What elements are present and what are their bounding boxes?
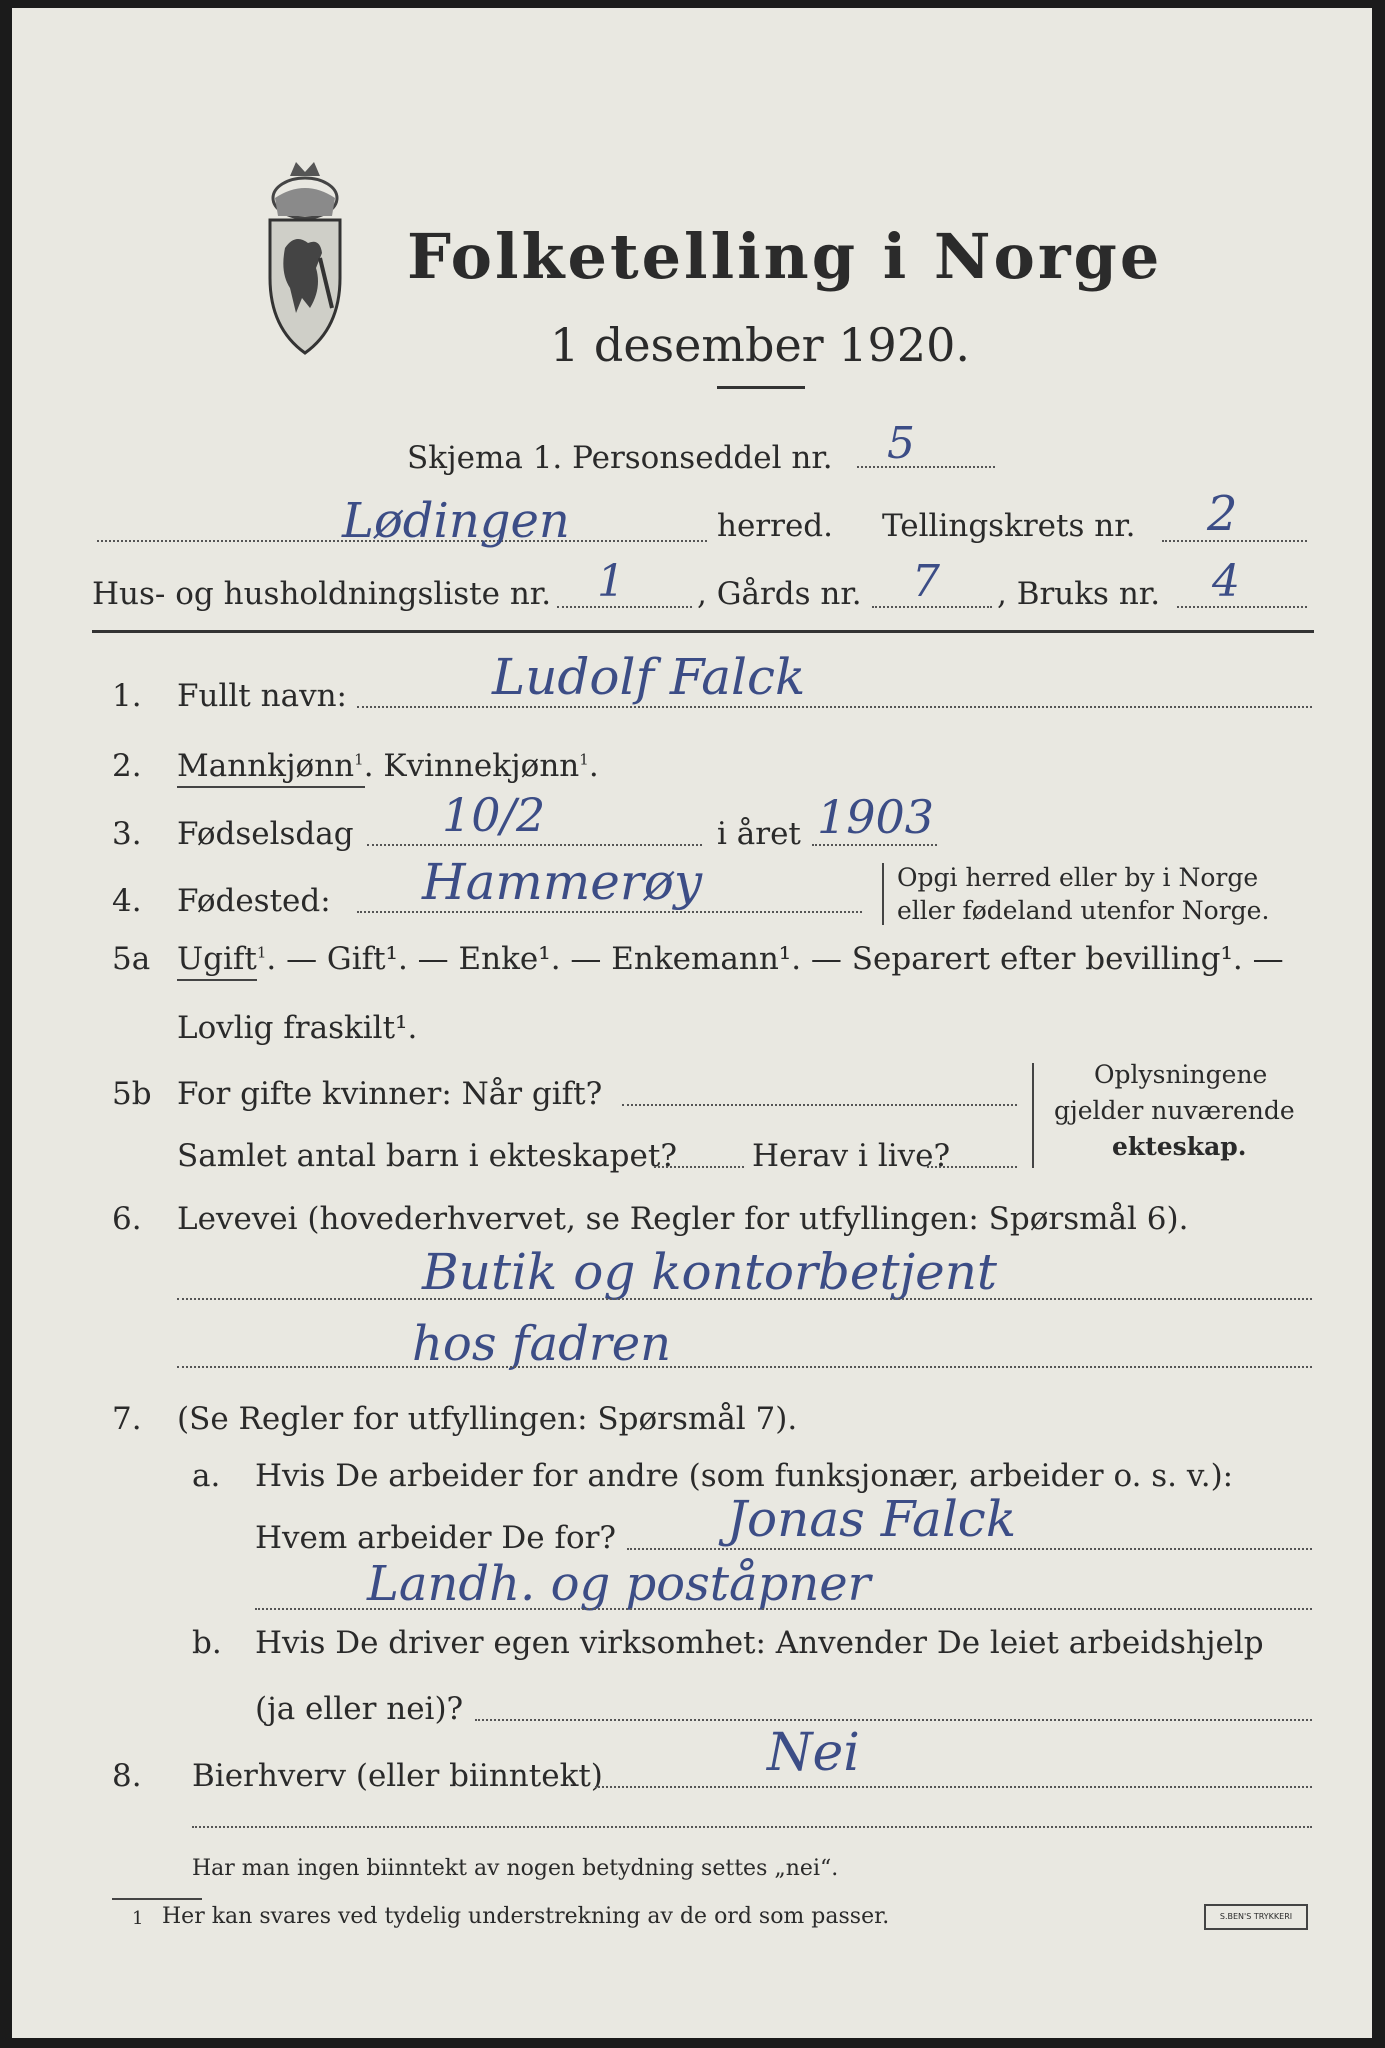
q3-year-label: i året xyxy=(717,816,801,852)
q7b-letter: b. xyxy=(192,1625,222,1661)
footnote-number: 1 xyxy=(132,1908,144,1929)
hus-label: Hus- og husholdningsliste nr. xyxy=(92,576,552,612)
q7b-line xyxy=(475,1719,1312,1721)
herred-label: herred. xyxy=(717,508,833,544)
form-title: Folketelling i Norge xyxy=(407,220,1163,293)
q5b-alive-line xyxy=(927,1166,1017,1168)
q4-note-line1: Opgi herred eller by i Norge xyxy=(897,863,1259,892)
q6-value-line1: Butik og kontorbetjent xyxy=(422,1243,997,1301)
q5b-line1: For gifte kvinner: Når gift? xyxy=(177,1076,603,1112)
title-divider xyxy=(717,386,805,389)
q8-number: 8. xyxy=(112,1758,142,1794)
q6-number: 6. xyxy=(112,1201,142,1237)
header-rule xyxy=(92,630,1314,633)
q7a-label: Hvis De arbeider for andre (som funksjonær, arbeider o. s. v.): xyxy=(255,1458,1234,1494)
q2-male: Mannkjønn xyxy=(177,748,355,784)
q7-number: 7. xyxy=(112,1401,142,1437)
q5b-line2b: Herav i live? xyxy=(752,1138,951,1174)
q3-year-line xyxy=(812,844,937,846)
q7a-line2: Hvem arbeider De for? xyxy=(255,1520,617,1556)
bruks-label: , Bruks nr. xyxy=(997,576,1161,612)
q2-number: 2. xyxy=(112,748,142,784)
q8-label: Bierhverv (eller biinntekt) xyxy=(192,1758,603,1794)
q5a-ugift: Ugift xyxy=(177,941,257,977)
herred-value: Lødingen xyxy=(342,493,570,549)
bruks-value: 4 xyxy=(1212,556,1240,607)
q5a-ugift-underline xyxy=(177,979,257,981)
q5a-number: 5a xyxy=(112,941,151,977)
q3-number: 3. xyxy=(112,816,142,852)
q5b-note-brace xyxy=(1032,1063,1034,1168)
q5a-options: Ugift$^1$. — Gift¹. — Enke¹. — Enkemann¹. — Separert efter bevilling¹. — xyxy=(177,941,1284,977)
footnote-text: Her kan svares ved tydelig understrekning av de ord som passer. xyxy=(162,1904,890,1929)
q1-label: Fullt navn: xyxy=(177,678,347,714)
hus-value: 1 xyxy=(597,556,625,607)
q3-year-value: 1903 xyxy=(817,790,935,844)
q4-value: Hammerøy xyxy=(422,853,703,911)
q6-value-line2: hos fadren xyxy=(412,1316,672,1372)
q5b-number: 5b xyxy=(112,1076,152,1112)
q5b-children-line xyxy=(654,1166,744,1168)
q3-label: Fødselsdag xyxy=(177,816,354,852)
gards-label: , Gårds nr. xyxy=(697,576,862,612)
nei-note: Har man ingen biinntekt av nogen betydning settes „nei“. xyxy=(192,1856,839,1881)
personseddel-line xyxy=(857,466,995,468)
q5b-note2: gjelder nuværende xyxy=(1054,1096,1295,1125)
tellingskrets-label: Tellingskrets nr. xyxy=(882,508,1136,544)
q3-day-line xyxy=(367,844,702,846)
q8-line2 xyxy=(192,1826,1312,1828)
q4-number: 4. xyxy=(112,883,142,919)
q8-line1 xyxy=(595,1786,1312,1788)
q5b-note3: ekteskap. xyxy=(1112,1132,1247,1161)
q7a-value1: Jonas Falck xyxy=(727,1490,1017,1548)
bruks-line xyxy=(1177,606,1307,608)
q7a-line xyxy=(627,1548,1312,1550)
q3-day-value: 10/2 xyxy=(442,788,546,842)
q7-label: (Se Regler for utfyllingen: Spørsmål 7). xyxy=(177,1401,798,1437)
footnote-rule xyxy=(112,1898,202,1900)
gards-value: 7 xyxy=(912,556,940,607)
q7a-line2-dots xyxy=(255,1608,1312,1610)
q5a-line2: Lovlig fraskilt¹. xyxy=(177,1010,418,1046)
q1-number: 1. xyxy=(112,678,142,714)
q8-value: Nei xyxy=(767,1723,860,1783)
q7b-line2: (ja eller nei)? xyxy=(255,1691,464,1727)
personseddel-value: 5 xyxy=(887,418,915,469)
q7a-letter: a. xyxy=(192,1458,221,1494)
q5b-note1: Oplysningene xyxy=(1094,1060,1268,1089)
coat-of-arms-icon xyxy=(250,158,360,363)
q4-label: Fødested: xyxy=(177,883,331,919)
q2-options: Mannkjønn$^1$. Kvinnekjønn$^1$. xyxy=(177,748,599,784)
q7b-label: Hvis De driver egen virksomhet: Anvender De leiet arbeidshjelp xyxy=(255,1625,1264,1661)
schema-label: Skjema 1. Personseddel nr. xyxy=(407,440,833,476)
q6-line2 xyxy=(177,1366,1312,1368)
q1-value: Ludolf Falck xyxy=(492,648,806,706)
q5b-line2a: Samlet antal barn i ekteskapet? xyxy=(177,1138,677,1174)
census-form xyxy=(12,8,1372,2038)
printer-stamp: S.BEN'S TRYKKERI xyxy=(1204,1904,1308,1930)
q4-note-line2: eller fødeland utenfor Norge. xyxy=(897,896,1270,925)
q6-label: Levevei (hovederhvervet, se Regler for utfyllingen: Spørsmål 6). xyxy=(177,1201,1189,1237)
q4-note-brace xyxy=(882,863,884,925)
q5b-when-line xyxy=(622,1104,1017,1106)
q7a-value2: Landh. og poståpner xyxy=(367,1556,871,1612)
q4-line xyxy=(357,911,862,913)
tellingskrets-value: 2 xyxy=(1207,486,1238,542)
q6-line1 xyxy=(177,1298,1312,1300)
census-date: 1 desember 1920. xyxy=(550,318,970,372)
q2-male-underline xyxy=(177,786,365,788)
q1-line xyxy=(357,706,1312,708)
